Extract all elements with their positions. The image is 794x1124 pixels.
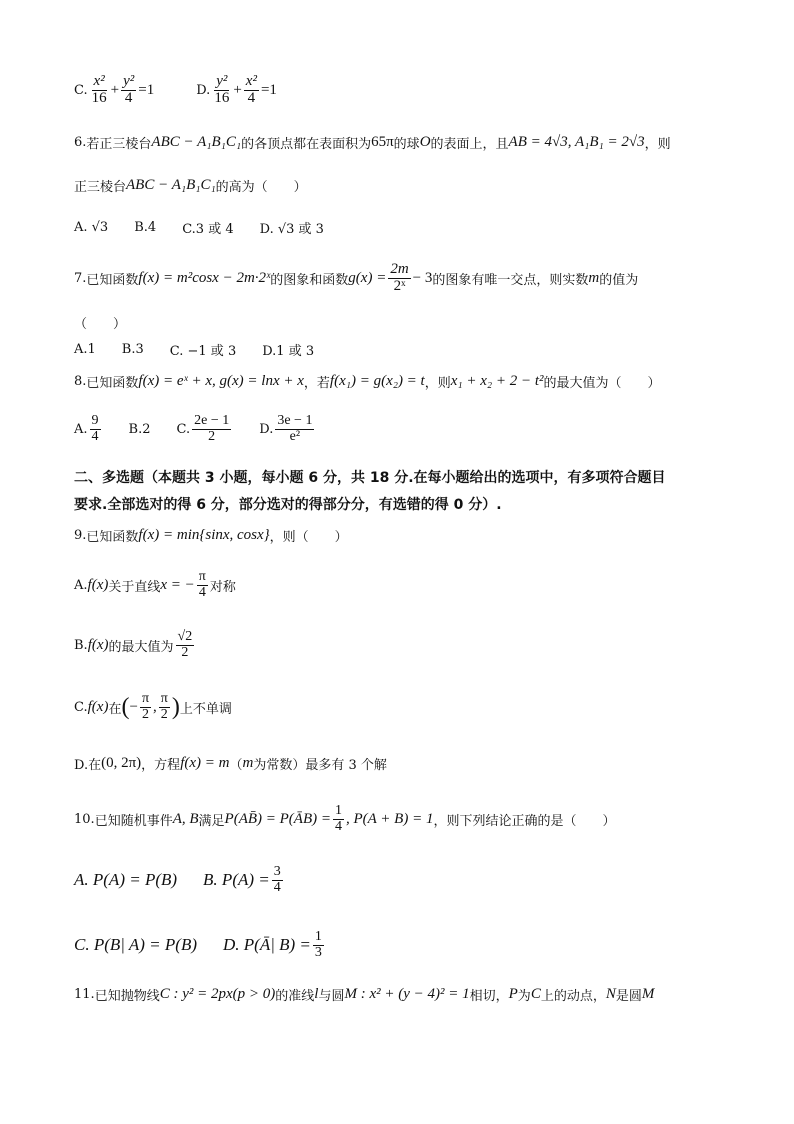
q6-options <box>74 218 324 237</box>
q10-number: 10. <box>74 811 95 827</box>
q9-stem: 9. 已知函数 f(x) = min{sinx, cosx} ，则（ ） <box>74 527 348 545</box>
q10-stem: 10. 已知随机事件 A, B 满足 P(AB̄) = P(ĀB) = $\frac{1}{4}$ , P(A + B) = 1 ，则下列结论正确的是（ ） <box>74 803 616 834</box>
q7-stem-line1: 7. 已知函数 f(x) = m²cosx − 2m·2ˣ 的图象和函数 g(x) = $\frac{2m}{\text{2ˣ}}$ − 3 的图象有唯一交点，则实数 m 的值为 <box>74 261 639 294</box>
q9-option-a: A. f(x) 关于直线 x = − $\frac{\pi}{4}$ 对称 <box>74 569 236 600</box>
q6-area: 65π <box>371 134 394 150</box>
q7-paren: （ ） <box>74 317 127 332</box>
q6-option-a: A. √3 <box>74 220 109 235</box>
q10-option-c: C. P(B| A) = P(B) <box>74 935 197 955</box>
q9-option-c: C. f(x) 在 ( − $\frac{\pi}{2}$ , $\frac{\pi}{2}$ ) 上不单调 <box>74 691 232 722</box>
q8-option-a: $\frac{9}{4}$ <box>91 413 99 444</box>
q6-stem-line2: 正三棱台 ABC − A₁B₁C₁ 的高为（ ） <box>74 177 307 195</box>
q10-options-cd: C. P(B| A) = P(B) D. P(Ā| B) = $\frac{1}{3}$ <box>74 929 322 960</box>
q5-option-c-frac2: $\frac{\text{y²}}{4}$ <box>123 73 135 106</box>
q5-option-d-frac2: $\frac{\text{x²}}{4}$ <box>245 73 257 106</box>
q11-stem: 11. 已知抛物线 C : y² = 2px(p > 0) 的准线 l 与圆 M : x² + (y − 4)² = 1 相切， P 为 C 上的动点， N 是圆 M <box>74 986 655 1004</box>
q7-option-a: A.1 <box>74 342 96 357</box>
q6-condition: AB = 4√3, A₁B₁ = 2√3 <box>508 134 645 150</box>
q10-options-ab: A. P(A) = P(B) B. P(A) = $\frac{3}{4}$ <box>74 864 281 895</box>
q8-options: A. $\frac{9}{4}$ B.2 C. $\frac{2e - 1}{2}$ D. $\frac{3e - 1}{\text{e²}}$ <box>74 413 313 444</box>
q5-option-c-eq: =1 <box>138 81 155 98</box>
q6-number: 6. <box>74 135 87 150</box>
q8-number: 8. <box>74 374 87 389</box>
q10-option-b: B. P(A) = <box>203 870 270 890</box>
q11-parabola: C : y² = 2px(p > 0) <box>159 986 276 1002</box>
q11-number: 11. <box>74 987 95 1002</box>
q7-number: 7. <box>74 270 87 286</box>
q9-number: 9. <box>74 528 87 543</box>
q9-option-b: B. f(x) 的最大值为 $\frac{√2}{2}$ <box>74 629 193 660</box>
q5-option-d-frac1: $\frac{\text{y²}}{16}$ <box>214 73 230 106</box>
q8-stem: 8. 已知函数 f(x) = eˣ + x, g(x) = lnx + x ，若 f(x₁) = g(x₂) = t ，则 x₁ + x₂ + 2 − t² 的最大值为（ ） <box>74 373 661 391</box>
q9-option-d: D.在 (0, 2π) ，方程 f(x) = m （ m 为常数）最多有 3 个解 <box>74 755 387 773</box>
q8-option-c: $\frac{2e - 1}{2}$ <box>194 413 230 444</box>
q6-frustum: ABC − A₁B₁C₁ <box>151 134 242 150</box>
q6-option-d: D. √3 或 3 <box>259 222 324 237</box>
q7-option-c: C. −1 或 3 <box>169 344 237 359</box>
q8-option-d: $\frac{3e - 1}{\text{e²}}$ <box>277 413 313 444</box>
section2-heading-line2: 要求.全部选对的得 6 分，部分选对的得部分分，有选错的得 0 分）. <box>74 497 502 513</box>
q8-option-b: B.2 <box>128 421 151 437</box>
q6-option-c: C.3 或 4 <box>182 222 234 237</box>
q5-option-c-label: C. <box>74 82 88 98</box>
q11-circle: M : x² + (y − 4)² = 1 <box>344 986 470 1002</box>
q7-f: f(x) = m²cosx − 2m·2ˣ <box>138 269 271 286</box>
q7-options <box>74 340 314 359</box>
q7-g-frac: $\frac{2m}{\text{2ˣ}}$ <box>390 261 409 294</box>
q5-option-c-frac1: $\frac{\text{x²}}{16}$ <box>91 73 107 106</box>
q5-option-d-label: D. <box>196 82 211 98</box>
q8-functions: f(x) = eˣ + x, g(x) = lnx + x <box>138 373 304 389</box>
section2-heading-line1: 二、多选题（本题共 3 小题，每小题 6 分，共 18 分.在每小题给出的选项中，有多项符合题目 <box>74 470 666 486</box>
q5-options: C. $\frac{\text{x²}}{16}$ + $\frac{\text{y²}}{4}$ =1 D. $\frac{\text{y²}}{16}$ + $\frac{\text{x²}}{4}$ =1 <box>74 73 277 106</box>
q5-option-d-eq: =1 <box>260 81 277 98</box>
q7-option-b: B.3 <box>121 342 144 357</box>
q10-option-d: D. P(Ā| B) = <box>223 935 311 955</box>
q10-option-a: A. P(A) = P(B) <box>74 870 178 890</box>
q6-stem-line1: 6. 若正三棱台 ABC − A₁B₁C₁ 的各顶点都在表面积为 65π 的球 O 的表面上，且 AB = 4√3, A₁B₁ = 2√3 ，则 <box>74 134 671 152</box>
q7-option-d: D.1 或 3 <box>262 344 315 359</box>
q9-f: f(x) = min{sinx, cosx} <box>138 527 270 543</box>
q6-option-b: B.4 <box>134 220 157 235</box>
